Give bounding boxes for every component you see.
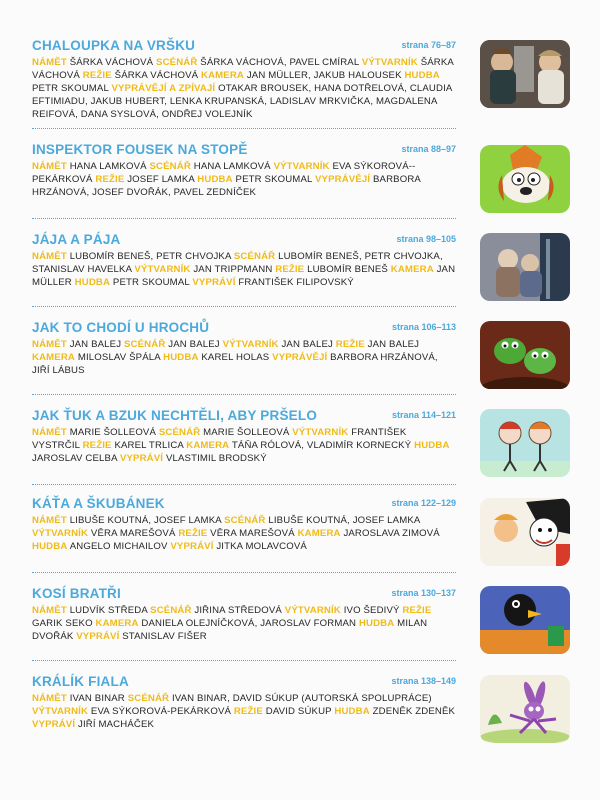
credits-block — [32, 604, 456, 643]
credit-names: VĚRA MAREŠOVÁ — [90, 528, 176, 539]
credit-role: REŽIE — [82, 70, 112, 81]
credit-role: HUDBA — [404, 70, 440, 81]
entry-divider — [32, 128, 456, 129]
credit-role: NÁMĚT — [32, 427, 67, 438]
credit-role: REŽIE — [95, 174, 125, 185]
credits-block — [32, 514, 456, 553]
credit-names: JOSEF LAMKA — [127, 174, 195, 185]
page-reference: strana 122–129 — [391, 498, 456, 508]
credit-names: STANISLAV FIŠER — [122, 631, 207, 642]
credit-role: VÝTVARNÍK — [273, 161, 330, 172]
credits-block — [32, 338, 456, 377]
credit-names: JIŘÍ MACHÁČEK — [78, 719, 155, 730]
entry-title: KÁŤA A ŠKUBÁNEK — [32, 496, 165, 511]
credit-names: IVO ŠEDIVÝ — [343, 605, 400, 616]
credit-role: SCÉNÁŘ — [158, 427, 201, 438]
kata-illustration — [480, 498, 570, 566]
page-reference: strana 130–137 — [391, 588, 456, 598]
rabbit-illustration — [480, 675, 570, 743]
entry-title: JÁJA A PÁJA — [32, 232, 121, 247]
page-reference: strana 98–105 — [396, 234, 456, 244]
entry-title: INSPEKTOR FOUSEK NA STOPĚ — [32, 142, 248, 157]
credit-role: KAMERA — [390, 264, 434, 275]
credit-names: VĚRA MAREŠOVÁ — [210, 528, 295, 539]
credit-names: DAVID SÚKUP — [265, 706, 332, 717]
credit-names: JIŘINA STŘEDOVÁ — [194, 605, 282, 616]
film-thumbnail — [480, 409, 570, 477]
credit-role: VÝTVARNÍK — [292, 427, 349, 438]
entry-title: KOSÍ BRATŘI — [32, 586, 121, 601]
page-reference: strana 88–97 — [401, 144, 456, 154]
credit-names: IVAN BINAR, DAVID SÚKUP (AUTORSKÁ SPOLUPRÁCE) — [171, 693, 432, 704]
credit-names: IVAN BINAR — [69, 693, 125, 704]
credit-role: SCÉNÁŘ — [127, 693, 170, 704]
credit-names: PETR SKOUMAL — [32, 83, 109, 94]
credit-role: HUDBA — [32, 541, 68, 552]
credits-block — [32, 426, 456, 465]
credit-names: JAN MÜLLER, JAKUB HALOUSEK — [246, 70, 402, 81]
entry-divider — [32, 218, 456, 219]
credit-role: KAMERA — [186, 440, 230, 451]
entry-text — [32, 674, 456, 731]
entry-text — [32, 320, 456, 377]
cartoon-dog-illustration — [480, 145, 570, 213]
credit-role: HUDBA — [414, 440, 450, 451]
credit-names: PETR SKOUMAL — [235, 174, 313, 185]
credit-role: NÁMĚT — [32, 515, 67, 526]
credit-names: DANIELA OLEJNÍČKOVÁ, JAROSLAV FORMAN — [141, 618, 357, 629]
blackbirds-illustration — [480, 586, 570, 654]
credit-names: OTAKAR BROUSEK, HANA DOTŘELOVÁ, CLAUDIA EFTIMIADU, JAKUB HUBERT, LENKA KRUPANSKÁ, LADISLAV MRKVIČKA, MAGDALENA REIFOVÁ, DANA SYSLOVÁ, ONDŘEJ VOLEJNÍK — [32, 83, 452, 120]
credit-names: PETR SKOUMAL — [112, 277, 190, 288]
credit-names: TÁŇA RÓLOVÁ, VLADIMÍR KORNECKÝ — [231, 440, 412, 451]
credit-names: MARIE ŠOLLEOVÁ — [69, 427, 157, 438]
film-thumbnail — [480, 675, 570, 743]
credit-names: FRANTIŠEK VYSTRČIL — [32, 427, 407, 451]
credit-names: BARBORA HRZÁNOVÁ, JOSEF DVOŘÁK, PAVEL ZEDNÍČEK — [32, 174, 421, 198]
credit-names: MARIE ŠOLLEOVÁ — [203, 427, 290, 438]
page-reference: strana 138–149 — [391, 676, 456, 686]
credit-role: NÁMĚT — [32, 693, 67, 704]
film-thumbnail — [480, 145, 570, 213]
credit-role: REŽIE — [275, 264, 305, 275]
credit-role: NÁMĚT — [32, 605, 67, 616]
hippos-illustration — [480, 321, 570, 389]
credit-role: REŽIE — [82, 440, 112, 451]
credit-names: JAN MÜLLER — [32, 264, 456, 288]
credit-role: NÁMĚT — [32, 339, 67, 350]
credit-role: KAMERA — [95, 618, 139, 629]
credit-names: JITKA MOLAVCOVÁ — [216, 541, 307, 552]
credit-names: ŠÁRKA VÁCHOVÁ — [32, 57, 454, 81]
entry-title: JAK TO CHODÍ U HROCHŮ — [32, 320, 210, 335]
entry-divider — [32, 306, 456, 307]
credit-role: VYPRÁVÍ — [32, 719, 76, 730]
credit-names: LUBOMÍR BENEŠ, PETR CHVOJKA, STANISLAV HAVELKA — [32, 251, 443, 275]
credit-role: VYPRÁVÍ — [76, 631, 120, 642]
film-thumbnail — [480, 40, 570, 108]
credit-names: MILAN DVOŘÁK — [32, 618, 428, 642]
credit-role: VYPRÁVĚJÍ — [314, 174, 371, 185]
credit-role: HUDBA — [197, 174, 233, 185]
credit-names: JAN BALEJ — [168, 339, 220, 350]
credit-role: VYPRÁVÍ — [192, 277, 236, 288]
credit-names: ZDENĚK ZDENĚK — [372, 706, 456, 717]
credit-names: ŠÁRKA VÁCHOVÁ, PAVEL CMÍRAL — [200, 57, 359, 68]
entry-text — [32, 142, 456, 199]
entry-divider — [32, 484, 456, 485]
film-thumbnail — [480, 321, 570, 389]
credit-role: VÝTVARNÍK — [222, 339, 279, 350]
credit-role: VYPRÁVĚJÍ A ZPÍVAJÍ — [111, 83, 216, 94]
credit-names: JAN BALEJ — [281, 339, 333, 350]
credit-names: VLASTIMIL BRODSKÝ — [165, 453, 267, 464]
page-reference: strana 106–113 — [391, 322, 456, 332]
credit-role: VYPRÁVÍ — [119, 453, 164, 464]
credit-role: NÁMĚT — [32, 161, 67, 172]
credit-names: GARIK SEKO — [32, 618, 93, 629]
credit-role: REŽIE — [402, 605, 432, 616]
credit-role: SCÉNÁŘ — [150, 605, 192, 616]
credit-names: JAN BALEJ — [367, 339, 420, 350]
credits-block — [32, 56, 456, 121]
credit-role: VÝTVARNÍK — [32, 528, 89, 539]
credit-role: VYPRÁVÍ — [170, 541, 214, 552]
credit-names: LUBOMÍR BENEŠ, PETR CHVOJKA — [69, 251, 232, 262]
credit-role: KAMERA — [201, 70, 245, 81]
credits-block — [32, 692, 456, 731]
credit-role: REŽIE — [335, 339, 365, 350]
film-thumbnail — [480, 586, 570, 654]
page-reference: strana 114–121 — [391, 410, 456, 420]
credit-names: LIBUŠE KOUTNÁ, JOSEF LAMKA — [268, 515, 420, 526]
credit-role: SCÉNÁŘ — [224, 515, 266, 526]
credit-names: JAROSLAVA ZIMOVÁ — [343, 528, 440, 539]
credit-names: LUDVÍK STŘEDA — [69, 605, 148, 616]
credit-role: VÝTVARNÍK — [361, 57, 418, 68]
credit-names: BARBORA HRZÁNOVÁ, JIŘÍ LÁBUS — [32, 352, 438, 376]
film-thumbnail — [480, 233, 570, 301]
entry-text — [32, 496, 456, 553]
credit-names: ŠÁRKA VÁCHOVÁ — [114, 70, 199, 81]
credit-role: SCÉNÁŘ — [124, 339, 166, 350]
entry-title: KRÁLÍK FIALA — [32, 674, 129, 689]
entry-text — [32, 586, 456, 643]
credit-role: HUDBA — [334, 706, 370, 717]
credit-role: REŽIE — [178, 528, 208, 539]
credit-role: HUDBA — [358, 618, 395, 629]
entry-text — [32, 38, 456, 121]
credit-names: FRANTIŠEK FILIPOVSKÝ — [238, 277, 354, 288]
credit-role: VYPRÁVĚJÍ — [272, 352, 328, 363]
credit-role: NÁMĚT — [32, 251, 67, 262]
credit-names: LIBUŠE KOUTNÁ, JOSEF LAMKA — [69, 515, 222, 526]
page-reference: strana 76–87 — [401, 40, 456, 50]
credit-names: KAREL HOLAS — [201, 352, 270, 363]
entry-divider — [32, 660, 456, 661]
credits-block — [32, 160, 456, 199]
credit-role: KAMERA — [32, 352, 76, 363]
credit-role: HUDBA — [74, 277, 111, 288]
film-still-illustration — [480, 40, 570, 108]
credit-role: SCÉNÁŘ — [233, 251, 276, 262]
puppets-illustration — [480, 233, 570, 301]
entry-divider — [32, 394, 456, 395]
credit-role: REŽIE — [233, 706, 263, 717]
credit-role: VÝTVARNÍK — [32, 706, 89, 717]
entry-text — [32, 232, 456, 289]
entry-divider — [32, 572, 456, 573]
entry-title: CHALOUPKA NA VRŠKU — [32, 38, 196, 53]
credit-names: KAREL TRLICA — [114, 440, 184, 451]
credit-role: VÝTVARNÍK — [134, 264, 191, 275]
credit-role: HUDBA — [163, 352, 199, 363]
credit-names: JAN TRIPPMANN — [193, 264, 273, 275]
credit-role: KAMERA — [297, 528, 341, 539]
credits-block — [32, 250, 456, 289]
credit-role: SCÉNÁŘ — [156, 57, 198, 68]
credit-names: HANA LAMKOVÁ — [193, 161, 271, 172]
credit-names: EVA SÝKOROVÁ-PEKÁRKOVÁ — [90, 706, 232, 717]
credit-names: EVA SÝKOROVÁ-PEKÁRKOVÁ — [32, 161, 416, 185]
credit-role: NÁMĚT — [32, 57, 67, 68]
entry-title: JAK ŤUK A BZUK NECHTĚLI, ABY PRŠELO — [32, 408, 318, 423]
credit-names: HANA LAMKOVÁ — [69, 161, 147, 172]
credit-names: MILOSLAV ŠPÁLA — [77, 352, 161, 363]
entry-text — [32, 408, 456, 465]
credit-names: JAROSLAV CELBA — [32, 453, 118, 464]
credit-role: SCÉNÁŘ — [149, 161, 191, 172]
film-thumbnail — [480, 498, 570, 566]
credit-names: ŠÁRKA VÁCHOVÁ — [69, 57, 154, 68]
credit-names: LUBOMÍR BENEŠ — [307, 264, 388, 275]
credit-names: ANGELO MICHAILOV — [69, 541, 168, 552]
credit-role: VÝTVARNÍK — [284, 605, 341, 616]
tuk-bzuk-illustration — [480, 409, 570, 477]
credit-names: JAN BALEJ — [69, 339, 122, 350]
